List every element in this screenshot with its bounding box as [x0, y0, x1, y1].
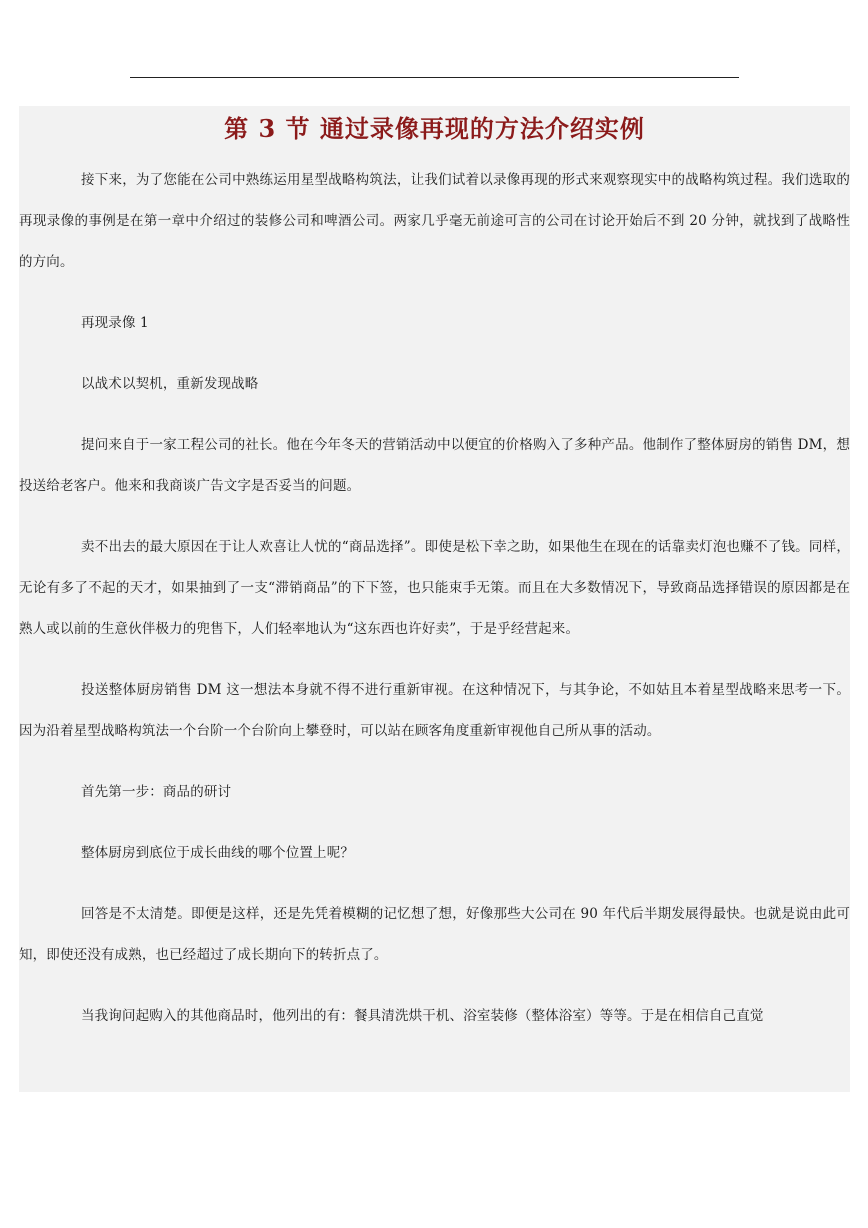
paragraph-other-products: 当我询问起购入的其他商品时，他列出的有：餐具清洗烘干机、浴室装修（整体浴室）等等。于是在相信自己直觉 — [81, 1008, 764, 1024]
section-title: 第 3 节 通过录像再现的方法介绍实例 — [224, 114, 645, 143]
header-rule — [130, 77, 739, 78]
paragraph-dm-review: 投送整体厨房销售 DM 这一想法本身就不得不进行重新审视。在这种情况下，与其争论，不如姑且本着星型战略来思考一下。因为沿着星型战略构筑法一个台阶一个台阶向上攀登时，可以站在顾客角度重新审视他自己所从事的活动。 — [19, 682, 850, 739]
document-body — [19, 106, 850, 1092]
paragraph-intro: 接下来，为了您能在公司中熟练运用星型战略构筑法，让我们试着以录像再现的形式来观察现实中的战略构筑过程。我们选取的再现录像的事例是在第一章中介绍过的装修公司和啤酒公司。两家几乎毫无前途可言的公司在讨论开始后不到 20 分钟，就找到了战略性的方向。 — [19, 172, 850, 270]
paragraph-replay-label: 再现录像 1 — [81, 315, 149, 331]
paragraph-growth-curve: 整体厨房到底位于成长曲线的哪个位置上呢？ — [81, 845, 354, 861]
paragraph-question: 提问来自于一家工程公司的社长。他在今年冬天的营销活动中以便宜的价格购入了多种产品。他制作了整体厨房的销售 DM，想投送给老客户。他来和我商谈广告文字是否妥当的问题。 — [19, 437, 850, 494]
paragraph-subheading: 以战术以契机，重新发现战略 — [81, 376, 259, 392]
paragraph-product-choice: 卖不出去的最大原因在于让人欢喜让人忧的“商品选择”。即使是松下幸之助，如果他生在现在的话靠卖灯泡也赚不了钱。同样，无论有多了不起的天才，如果抽到了一支“滞销商品”的下下签，也只能束手无策。而且在大多数情况下，导致商品选择错误的原因都是在熟人或以前的生意伙伴极力的兜售下，人们轻率地认为“这东西也许好卖”，于是乎经营起来。 — [19, 539, 850, 637]
paragraph-answer: 回答是不太清楚。即便是这样，还是先凭着模糊的记忆想了想，好像那些大公司在 90 年代后半期发展得最快。也就是说由此可知，即使还没有成熟，也已经超过了成长期向下的转折点了。 — [19, 906, 850, 963]
paragraph-step-one: 首先第一步：商品的研讨 — [81, 784, 232, 800]
